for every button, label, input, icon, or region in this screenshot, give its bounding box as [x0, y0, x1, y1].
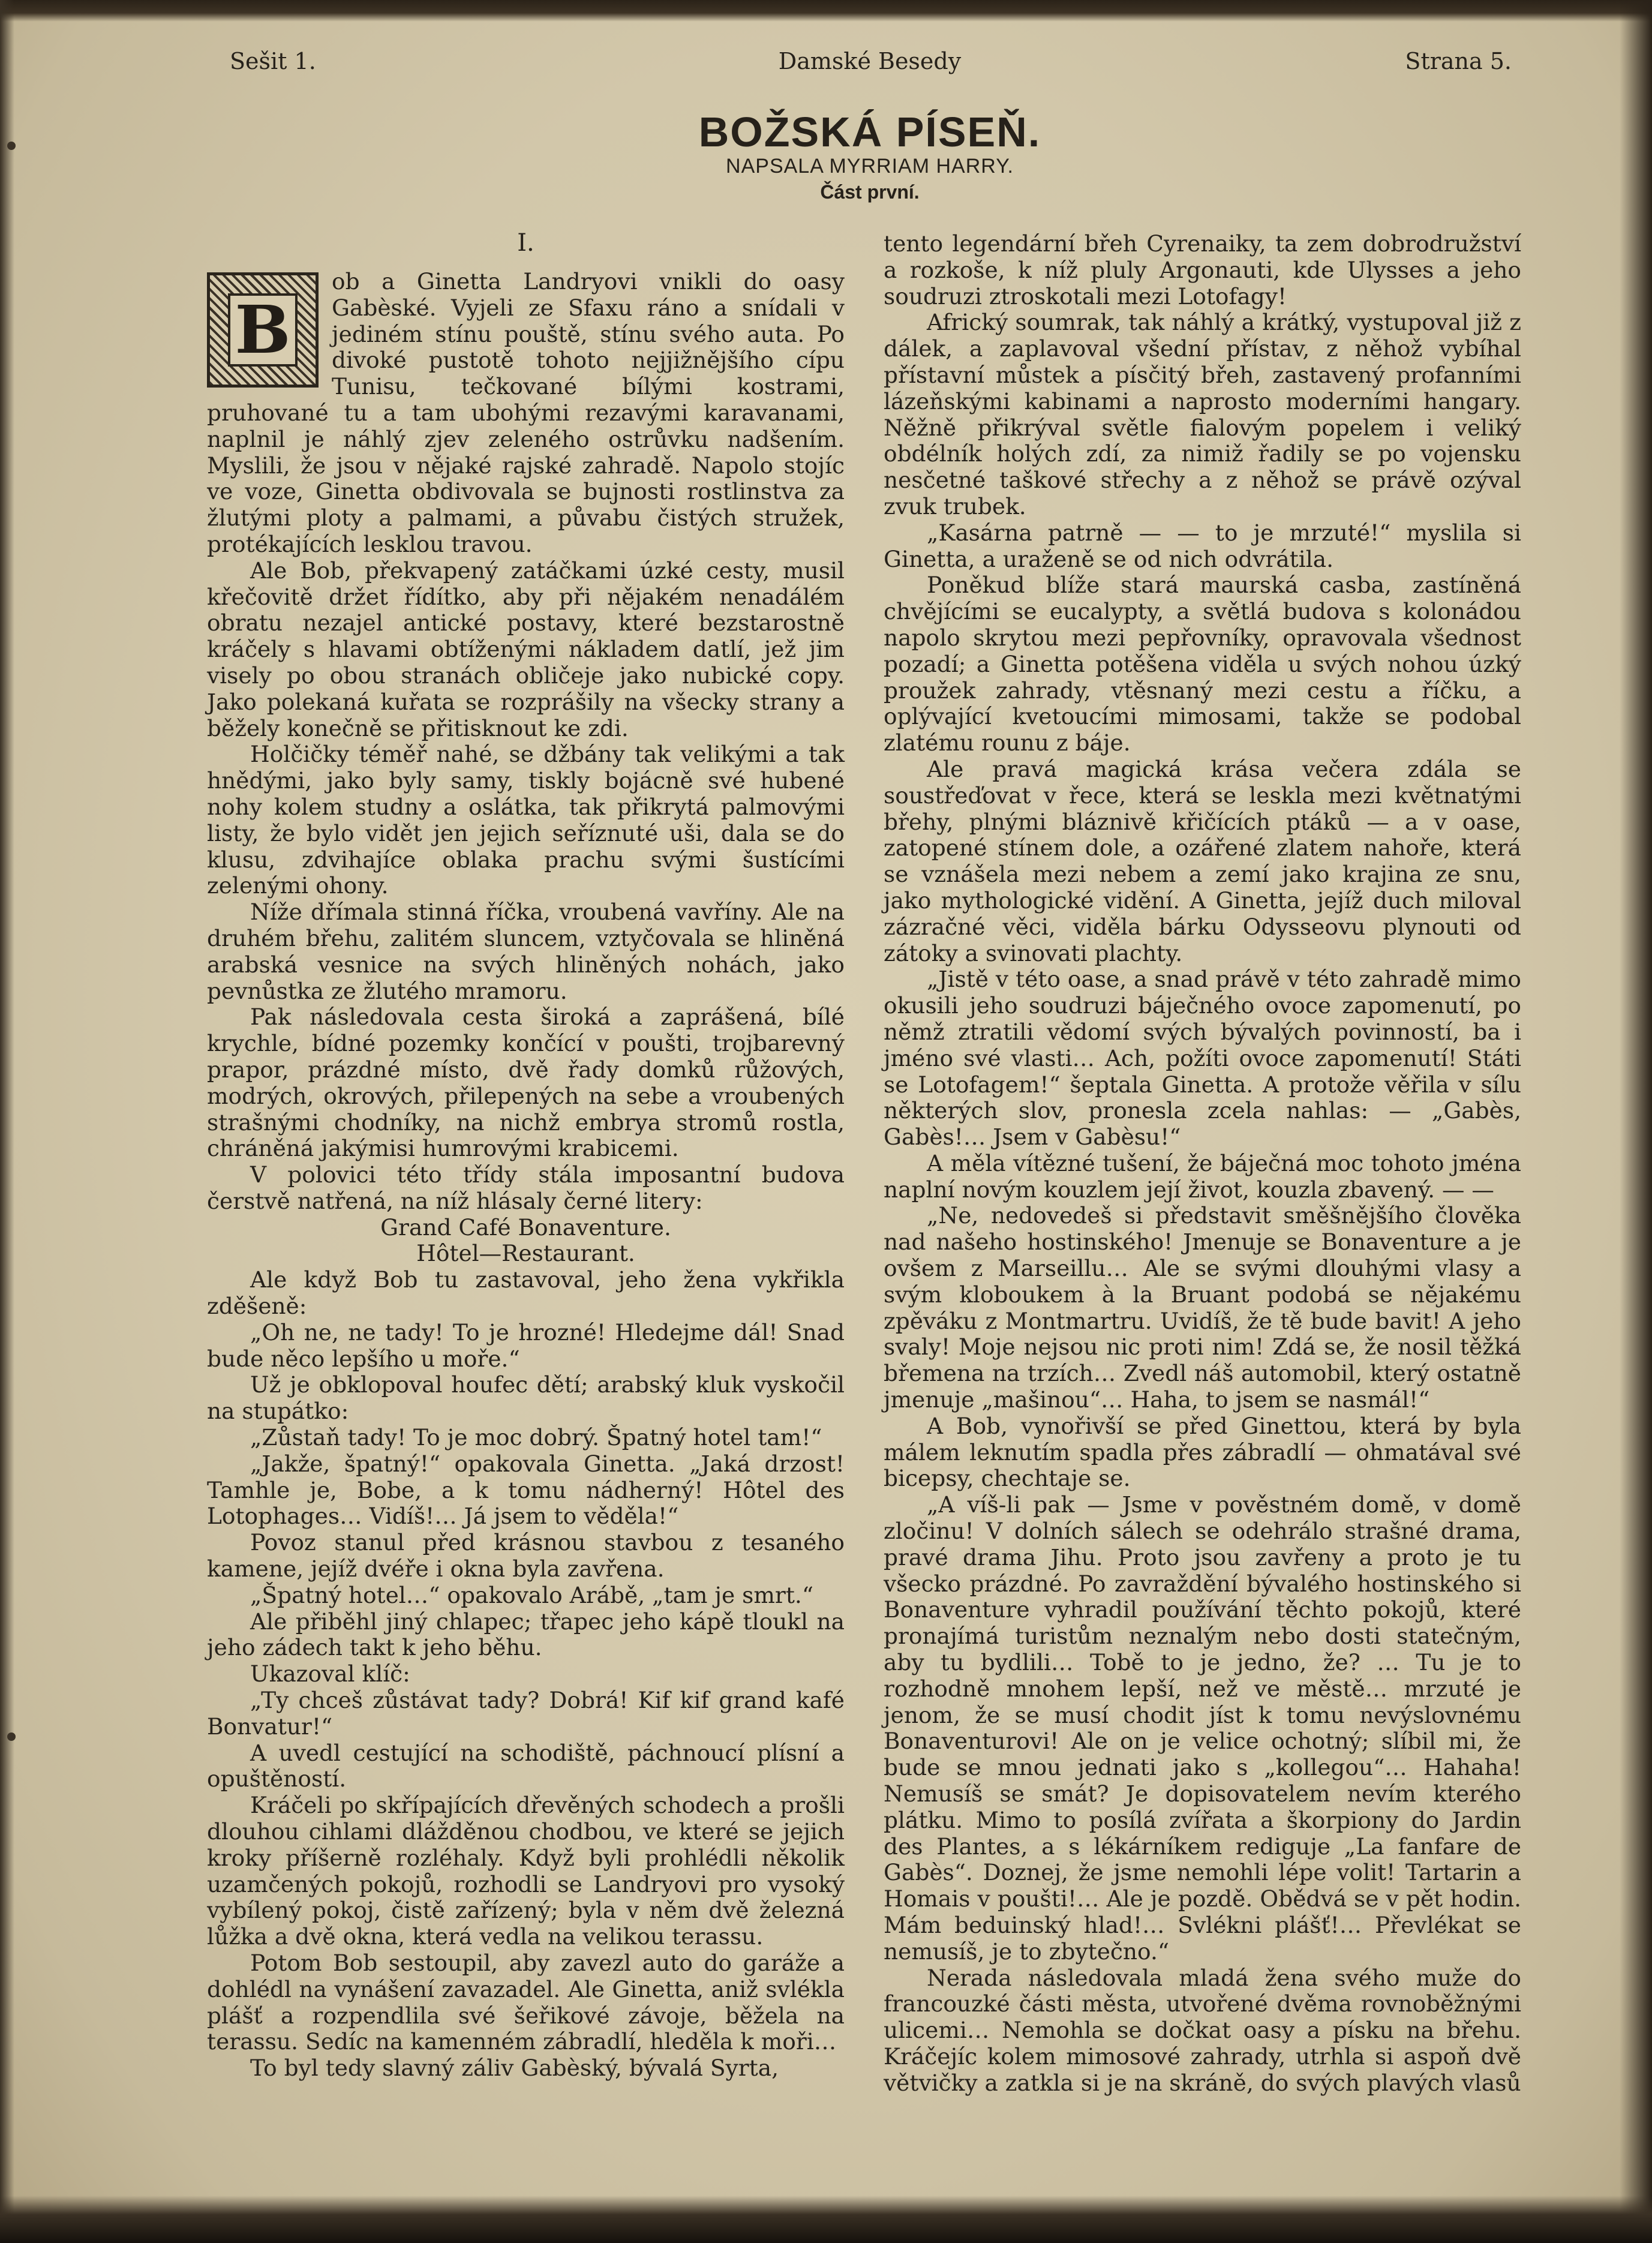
paragraph: „Oh ne, ne tady! To je hrozné! Hledejme dál! Snad bude něco lepšího u moře.“ [207, 1319, 845, 1372]
paragraph: „Kasárna patrně — — to je mrzuté!“ myslila si Ginetta, a uraženě se od nich odvrátila. [884, 519, 1521, 572]
paragraph: A měla vítězné tušení, že báječná moc tohoto jména naplní novým kouzlem její život, kouzla zbavený. — — [884, 1149, 1521, 1203]
left-column [207, 228, 845, 2082]
paragraph: Ukazoval klíč: [250, 1661, 410, 1687]
paragraph: „Zůstaň tady! To je moc dobrý. Špatný hotel tam!“ [250, 1424, 822, 1451]
paragraph: „Ne, nedovedeš si představit směšnějšího člověka nad našeho hostinského! Jmenuje se Bonaventure a je ovšem z Marseillu… Ale se svými dlouhými vlasy a svým kloboukem à la Bruant podobá se nějakému zpěváku z Montmartru. Uvidíš, že tě bude bavit! A jeho svaly! Moje nejsou nic proti nim! Zdá se, že nosil těžká břemena na trzích… Zvedl náš automobil, který ostatně jmenuje „mašinou“… Haha, to jsem se nasmál!“ [884, 1202, 1521, 1413]
sign-line: Grand Café Bonaventure. [380, 1214, 671, 1241]
paragraph: Nerada následovala mladá žena svého muže do francouzké části města, utvořené dvěma rovnoběžnými ulicemi… Nemohla se dočkat oasy a písku na břehu. Kráčejíc kolem mimosové zahrady, utrhla si aspoň dvě větvičky a zatkla si je na skráně, do svých plavých vlasů [884, 1964, 1521, 2096]
page-edge-left [0, 0, 14, 2243]
paragraph: ob a Ginetta Landryovi vnikli do oasy Gabèské. Vyjeli ze Sfaxu ráno a snídali v jediném stínu pouště, stínu svého auta. Po divoké pustotě tohoto nejjižnějšího cípu Tunisu, tečkované bílými kostrami, pruhované tu a tam ubohými rezavými karavanami, naplnil je náhlý zjev zeleného ostrůvku nadšením. Myslili, že jsou v nějaké rajské zahradě. Napolo stojíc ve voze, Ginetta obdivovala se bujnosti rostlinstva za žlutými ploty a palmami, a půvabu čistých stružek, protékajících lesklou travou. [207, 268, 845, 557]
paragraph: Ale když Bob tu zastavoval, jeho žena vykřikla zděšeně: [207, 1266, 845, 1320]
article-byline: NAPSALA MYRRIAM HARRY. [726, 155, 1014, 178]
paragraph: Níže dřímala stinná říčka, vroubená vavříny. Ale na druhém břehu, zalitém sluncem, vztyčovala se hliněná arabská vesnice na svých hliněných nohách, jako pevnůstka ze žlutého mramoru. [207, 899, 845, 1004]
paragraph: „Jakže, špatný!“ opakovala Ginetta. „Jaká drzost! Tamhle je, Bobe, a k tomu nádherný! Hôtel des Lotophages… Vidíš!… Já jsem to věděla!“ [207, 1450, 845, 1530]
drop-cap-letter: B [228, 293, 298, 367]
paragraph: Potom Bob sestoupil, aby zavezl auto do garáže a dohlédl na vynášení zavazadel. Ale Ginetta, aniž svlékla plášť a rozpendlila své šeřikové závoje, běžela na terassu. Sedíc na kamenném zábradlí, hleděla k moři… [207, 1950, 845, 2055]
paragraph: Ale přiběhl jiný chlapec; třapec jeho kápě tloukl na jeho zádech takt k jeho běhu. [207, 1608, 845, 1661]
sign-line: Hôtel—Restaurant. [416, 1240, 635, 1267]
paragraph: „Ty chceš zůstávat tady? Dobrá! Kif kif grand kafé Bonvatur!“ [207, 1687, 845, 1740]
paragraph: tento legendární břeh Cyrenaiky, ta zem dobrodružství a rozkoše, k níž pluly Argonauti, kde Ulysses a jeho soudruzi ztroskotali mezi Lotofagy! [884, 230, 1521, 310]
header-magazine: Damské Besedy [778, 48, 962, 74]
paragraph: Kráčeli po skřípajících dřevěných schodech a prošli dlouhou cihlami dlážděnou chodbou, ve které se jejich kroky příšerně rozléhaly. Když byli prohlédli několik uzamčených pokojů, rozhodli se Landryovi pro vysoký vybílený pokoj, čistě zařízený; byla v něm dvě železná lůžka a dvě okna, která vedla na velikou terassu. [207, 1792, 845, 1950]
paragraph: A uvedl cestující na schodiště, páchnoucí plísní a opuštěností. [207, 1739, 845, 1792]
paragraph: Ale pravá magická krása večera zdála se soustřeďovat v řece, která se leskla mezi květnatými břehy, plnými bláznivě křičících ptáků — a v oase, zatopené stínem dole, a ozářené zlatem nahoře, která se vznášela mezi nebem a zemí jako krajina ze snu, jako mythologické vidění. A Ginetta, jejíž duch miloval zázračné věci, viděla bárku Odysseovu plynouti od zátoky a svinovati plachty. [884, 755, 1521, 966]
paragraph: Poněkud blíže stará maurská casba, zastíněná chvějícími se eucalypty, a světlá budova s kolonádou napolo skrytou mezi pepřovníky, opravovala všednost pozadí; a Ginetta potěšena viděla u svých nohou úzký proužek zahrady, vtěsnaný mezi cestu a říčku, a oplývající kvetoucími mimosami, takže se podobal zlatému rounu z báje. [884, 572, 1521, 756]
paragraph: „Jistě v této oase, a snad právě v této zahradě mimo okusili jeho soudruzi báječného ovoce zapomenutí, po němž ztratili vědomí svých bývalých povinností, ba i jméno své vlasti… Ach, požíti ovoce zapomenutí! Státi se Lotofagem!“ šeptala Ginetta. A protože věřila v sílu některých slov, pronesla zcela nahlas: — „Gabès, Gabès!… Jsem v Gabèsu!“ [884, 966, 1521, 1151]
paragraph: Už je obklopoval houfec dětí; arabský kluk vyskočil na stupátko: [207, 1371, 845, 1425]
paragraph: To byl tedy slavný záliv Gabèský, bývalá Syrta, [250, 2055, 779, 2082]
paragraph: „A víš-li pak — Jsme v pověstném domě, v domě zločinu! V dolních sálech se odehrálo strašné drama, pravé drama Jihu. Proto jsou zavřeny a proto je tu všecko prázdné. Po zavraždění bývalého hostinského si Bonaventure vyhradil používání těchto pokojů, které pronajímá turistům neznalým nebo dosti statečným, aby tu bydlili… Tobě to je jedno, že? … Tu je to rozhodně mnohem lepší, než ve městě… mrzuté je jenom, že se musí chodit jíst k tomu nevýslovnému Bonaventurovi! Ale on je velice ochotný; slíbil mi, že bude se mnou jednati jako s „kollegou“… Hahaha! Nemusíš se smát? Je dopisovatelem nevím kterého plátku. Mimo to posílá zvířata a škorpiony do Jardin des Plantes, a s lékárníkem rediguje „La fanfare de Gabès“. Doznej, že jsme nemohli lépe volit! Tartarin a Homais v poušti!… Ale je pozdě. Obědvá se v pět hodin. Mám beduinský hlad!… Svlékni plášť!… Převlékat se nemusíš, je to zbytečno.“ [884, 1491, 1521, 1965]
paragraph: Pak následovala cesta široká a zaprášená, bílé krychle, bídné pozemky končící v poušti, trojbarevný prapor, prázdné místo, dvě řady domků růžových, modrých, okrových, přilepených na sebe a vroubených strašnými chodníky, na nichž embrya stromů rostla, chráněná jakýmisi humrovými krabicemi. [207, 1004, 845, 1162]
paragraph: Povoz stanul před krásnou stavbou z tesaného kamene, jejíž dvéře i okna byla zavřena. [207, 1529, 845, 1583]
drop-cap [207, 272, 319, 388]
paragraph: Holčičky téměř nahé, se džbány tak velikými a tak hnědými, jako byly samy, tiskly bojácně své hubené nohy kolem studny a oslátka, tak přikrytá palmovými listy, že bylo vidět jen jejich seříznuté uši, dala se do klusu, zdvihajíce oblaka prachu svými šustícími zelenými ohony. [207, 741, 845, 899]
binding-hole [7, 142, 16, 150]
header-issue: Sešit 1. [230, 48, 316, 74]
article-part: Část první. [820, 181, 920, 203]
page-edge-right [1620, 0, 1652, 2243]
article-title: BOŽSKÁ PÍSEŇ. [698, 109, 1041, 155]
binding-hole [7, 1732, 16, 1741]
paragraph: V polovici této třídy stála imposantní budova čerstvě natřená, na níž hlásaly černé litery: [207, 1161, 845, 1214]
paragraph: Africký soumrak, tak náhlý a krátký, vystupoval již z dálek, a zaplavoval všední přístav, z něhož vybíhal přístavní můstek a písčitý břeh, zastavený profanními lázeňskými kabinami a naprosto moderními hangary. Něžně přikrýval světle fialovým popelem i veliký obdélník holých zdí, za nimiž řadily se po vojensku nesčetné taškové střechy a z něhož se právě ozýval zvuk trubek. [884, 309, 1521, 520]
chapter-number: I. [517, 229, 534, 257]
paragraph: Ale Bob, překvapený zatáčkami úzké cesty, musil křečovitě držet řídítko, aby při nějakém nenadálém obratu nezajel antické postavy, které bezstarostně kráčely s hlavami obtíženými nákladem datlí, jež jim visely po obou stranách obličeje jako nubické copy. Jako polekaná kuřata se rozprášily na všecky strany a běžely konečně se přitisknout ke zdi. [207, 557, 845, 741]
page-edge-top [0, 0, 1652, 22]
right-column [884, 231, 1521, 2097]
paragraph: „Špatný hotel…“ opakovalo Arábě, „tam je smrt.“ [250, 1581, 814, 1608]
header-page-number: Strana 5. [1405, 48, 1512, 74]
paragraph: A Bob, vynořivší se před Ginettou, která by byla málem leknutím spadla přes zábradlí — ohmatával své bicepsy, chechtaje se. [884, 1412, 1521, 1492]
page-edge-bottom [0, 2196, 1652, 2243]
